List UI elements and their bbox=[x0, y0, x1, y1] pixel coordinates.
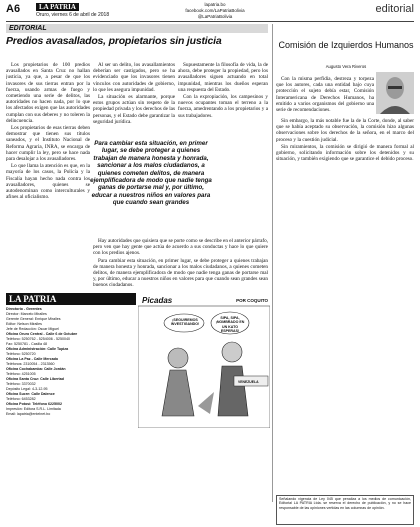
twitter-link[interactable]: @LaPatriaBolivia bbox=[197, 14, 233, 19]
opinion-title: Comisión de Izquierdos Humanos bbox=[278, 40, 414, 50]
credit-line: Director: Marcelo Miralles bbox=[6, 312, 47, 316]
opinion-column-lead bbox=[276, 76, 374, 116]
opinion-column-body bbox=[276, 118, 414, 490]
paragraph: Al ser un delito, los avasallamientos deberían ser castigados, pero se ha evidenciado que los invasores tienen vínculos con autoridades de gobierno, lo que les asegura impunidad. bbox=[93, 62, 175, 93]
credit-line: Gerente General: Enrique Miralles bbox=[6, 317, 61, 321]
site-link[interactable]: lapatria.bo bbox=[204, 2, 226, 7]
speech-bubble-1: ¡SEGUIREMOS INVESTIGANDO! bbox=[170, 318, 200, 327]
pull-quote: Para cambiar esta situación, en primer lugar, se debe proteger a quienes trabajan de manera honesta y honrada, sancionar a los malos ciudadanos, a quienes cometen delitos, de manera ejemplificadora de modo que nadie tenga ganas de portarse mal y, por último, educar a nuestros niños en valores para que cuando sean grandes bbox=[90, 140, 212, 207]
section-name: editorial bbox=[375, 3, 414, 15]
web-links bbox=[170, 2, 260, 20]
author-photo bbox=[376, 72, 414, 114]
editorial-column-1 bbox=[6, 62, 90, 290]
credit-line: Email: lapatria@entelnet.bo bbox=[6, 412, 51, 416]
header-divider bbox=[6, 21, 414, 22]
credit-line: Oficina Sucre: Calle Dalence bbox=[6, 392, 55, 396]
legal-notice: Señalando vigencia de Ley 045 que penaliza a los medios de comunicación, Editorial LA PATRIA Ltda. se reserva el derecho de publicación, y no se hace responsable de las opiniones vertidas en las columnas de opinión. bbox=[276, 495, 414, 525]
credit-line: Teléfono: 3370032 bbox=[6, 382, 36, 386]
paragraph: La situación es alarmante, porque estos grupos actúan sin respeto de la propiedad privada y los derechos de las personas, y el Estado debe garantizar la seguridad jurídica. bbox=[93, 94, 175, 125]
opinion-author: Augusto Vera Riveros bbox=[325, 64, 367, 69]
paragraph: Con la expropiación, los campesinos y nuevos ocupantes toman el terreno a la fuerza, amedrentando a los propietarios y a sus trabajadores. bbox=[178, 94, 268, 119]
credit-line: Jefe de Redacción: Oscar Miguel bbox=[6, 327, 59, 331]
paragraph: Supuestamente la filosofía de vida, la de ahora, debe proteger la propiedad, pero los avasalladores siguen actuando en total impunidad, mientras los dueños esperan una respuesta del Estado. bbox=[178, 62, 268, 93]
paragraph: Para cambiar esta situación, en primer lugar, se debe proteger a quienes trabajan de manera honesta y honrada, sancionar a los malos ciudadanos, a quienes cometen delitos, de manera ejemplificadora de modo que nadie tenga ganas de portarse mal y, por último, educar a nuestros niños en valores para que cuando sean grandes sean buenos ciudadanos. bbox=[93, 257, 268, 289]
credit-line: Fax: 5250781 - Casilla 48 bbox=[6, 342, 47, 346]
paragraph: Hay autoridades que quisiera que se porte como se describe en el anterior párrafo, pero ven que hay gente que actúa de acuerdo a sus conductas y hace lo que quiere con los predios ajenos. bbox=[93, 238, 268, 257]
editorial-column-2 bbox=[93, 62, 175, 138]
credit-line: Teléfonos: 2310054 - 2313560 bbox=[6, 362, 55, 366]
editorial-column-bottom bbox=[93, 238, 268, 290]
paragraph: Los propietarios de esas tierras deben demostrar que tienen sus títulos saneados, y el Instituto Nacional de Reforma Agraria, INRA, se encarga de hacer cumplir la ley, pero se hace nada para desalojar a los avasalladores. bbox=[6, 125, 90, 163]
speech-bubble-2: SIPA, SIPA, ¡NOMBRADO EN UN KATO ESPERAS! bbox=[215, 316, 245, 333]
credit-line: Teléfono: 6453282 bbox=[6, 397, 36, 401]
issue-date: Oruro, viernes 6 de abril de 2018 bbox=[36, 12, 110, 18]
credit-line: Teléfono: 5250762 - 5254006 - 5250040 bbox=[6, 337, 70, 341]
credit-line: Oficina Santa Cruz: Calle Libertad bbox=[6, 377, 64, 381]
paragraph: Sin embargo, la más notable fue la de la Corte, donde, al saber que se había aceptado su observación, la comisión hizo algunas observaciones sobre los derechos de la señora, en el marco del proceso y la cuestión judicial. bbox=[276, 118, 414, 143]
credit-line: Oficina La Paz - Calle Mercado bbox=[6, 357, 59, 361]
column-divider bbox=[272, 24, 273, 502]
page-header bbox=[0, 0, 420, 22]
credit-line: Editor: Nelson Miralles bbox=[6, 322, 42, 326]
editorial-label: EDITORIAL bbox=[6, 24, 268, 33]
page-number: A6 bbox=[6, 3, 21, 15]
facebook-link[interactable]: facebook.com/LaPatriaBolivia bbox=[185, 8, 245, 13]
credit-line: Teléfono: 4251005 bbox=[6, 372, 36, 376]
credit-line: Directorio - Gerentes bbox=[6, 307, 42, 311]
paragraph: Con la misma perfidia, destreza y torpeza que los autores, cada una entidad bajo cuya protección el sujeto debía estar, Comisión Interamericana de Derechos Humanos, ha emitido a varios organismos del gobierno una serie de recomendaciones. bbox=[276, 76, 374, 114]
masthead-credits bbox=[6, 293, 136, 523]
editorial-column-3 bbox=[178, 62, 268, 138]
credits-logo: LA PATRIA bbox=[6, 293, 136, 305]
editorial-title: Predios avasallados, propietarios sin justicia bbox=[6, 35, 222, 47]
credit-line: Oficina Cochabamba: Calle Jordán bbox=[6, 367, 66, 371]
author-portrait-icon bbox=[376, 72, 414, 114]
paragraph: Lo que llama la atención es que, en la mayoría de los casos, la Policía y la Fiscalía hayan hecho nada contra los avasalladores, quienes se autodenominan como interculturales y afines al oficialismo. bbox=[6, 163, 90, 201]
credit-line: Impresión: Editora S.R.L. Limitada bbox=[6, 407, 61, 411]
credit-line: Depósito Legal: 4-3-12-95 bbox=[6, 387, 48, 391]
cartoon-box-label: VENEZUELA bbox=[238, 380, 259, 384]
credit-line: Teléfono: 5250720 bbox=[6, 352, 36, 356]
credit-line: Oficina Oruro Central - Calle 6 de Octubre bbox=[6, 332, 78, 336]
editorial-cartoon bbox=[138, 296, 270, 428]
cartoon-drawing-icon bbox=[138, 296, 270, 428]
newspaper-logo: LA PATRIA bbox=[36, 3, 79, 11]
paragraph: Los propietarios de 100 predios avasallados en Santa Cruz no hallan justicia, ya que, a pesar de que los invasores de sus tierras entran por la fuerza, usando armas de fuego y cometiendo una serie de delitos, las autoridades no hacen nada, por lo que los afectados exigen que las autoridades cumplan con sus deberes y no toleren la delincuencia. bbox=[6, 62, 90, 124]
credit-line: Oficina Potosí: Teléfono 6225002 bbox=[6, 402, 63, 406]
cartoon-author: POR COQUITO bbox=[236, 298, 268, 303]
credit-line: Oficina Administración: Calle Tupiza bbox=[6, 347, 69, 351]
credit-lines bbox=[6, 307, 136, 417]
paragraph: Sin miramientos, la comisión se dirigió de manera formal al gobierno, solicitando información sobre los detenidos y su situación, y también exigiendo que se garantice el debido proceso. bbox=[276, 143, 414, 163]
cartoon-brand: Picadas bbox=[142, 296, 173, 305]
